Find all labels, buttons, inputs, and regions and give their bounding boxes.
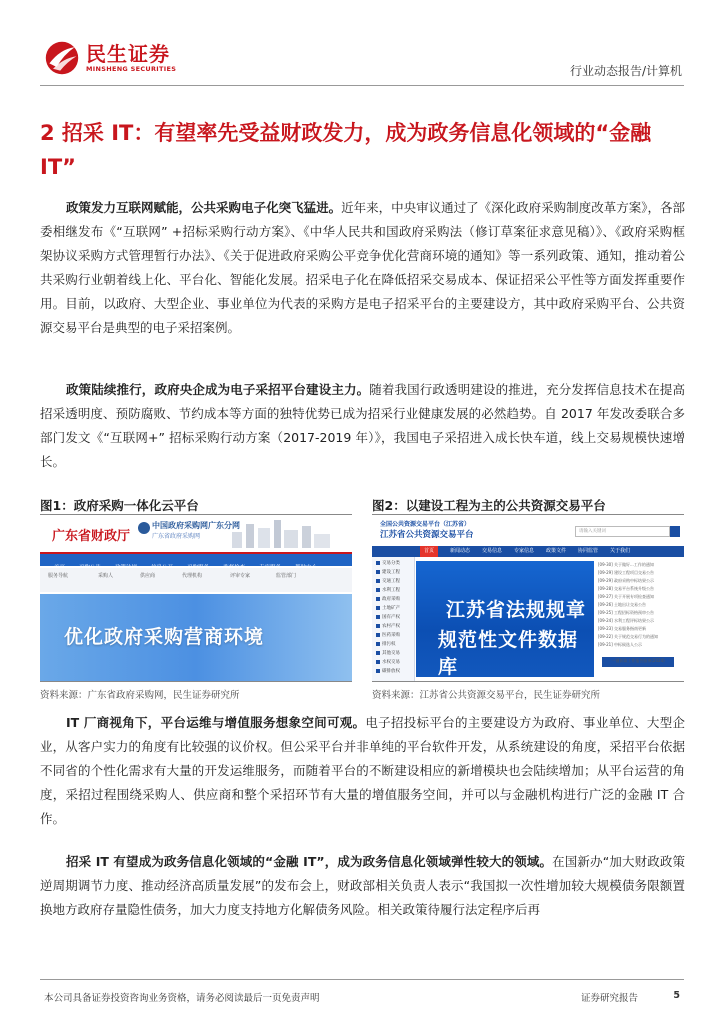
f2-nav-item: 协同监管	[578, 548, 599, 554]
f1-service-item: 监管部门	[276, 573, 297, 579]
page-footer	[40, 979, 684, 1004]
f2-sidebar-item: 交通工程	[376, 578, 400, 584]
f2-notice-item: [09-22] 关于规范交易行为的通知	[598, 634, 659, 639]
f2-banner-line-2: 规范性文件数据库	[438, 629, 579, 678]
f2-sidebar-item: 政府采购	[376, 596, 400, 602]
f1-site-subname: 广东省政府采购网	[152, 533, 201, 540]
figure-2-rule	[372, 514, 684, 515]
f2-notice-item: [09-29] 政府采购中标结果公示	[598, 578, 655, 583]
f2-notice-item: [09-30] 关于做好...工作的通知	[598, 562, 654, 567]
f2-site-title-large: 江苏省公共资源交易平台	[380, 530, 474, 540]
f1-service-item: 服务导航	[48, 573, 69, 579]
paragraph-1-lead: 政策发力互联网赋能，公共采购电子化突飞猛进。	[66, 200, 342, 215]
paragraph-4-body: 在国新办“加大财政政策逆周期调节力度、推动经济高质量发展”的发布会上，财政部相关负责人表示“我国拟一次性增加较大规模债务限额置换地方政府存量隐性债务，加大力度支持地方化解债务风险。相关政策待履行法定程序后再	[40, 854, 685, 917]
f2-notice-item: [09-28] 交易平台系统升级公告	[598, 586, 655, 591]
paragraph-3-lead: IT 厂商视角下，平台运维与增值服务想象空间可观。	[66, 715, 366, 730]
figure-1-title: 图1：政府采购一体化云平台	[40, 498, 199, 513]
figure-2-source: 资料来源：江苏省公共资源交易平台，民生证券研究所	[372, 690, 601, 701]
f2-banner	[416, 561, 594, 677]
paragraph-2-lead: 政策陆续推行，政府央企成为电子采招平台建设主力。	[66, 382, 370, 397]
f2-notice-item: [09-29] 建设工程项目交易公告	[598, 570, 655, 575]
f2-sidebar-item: 碳排放权	[376, 668, 400, 674]
logo-chinese-name: 民生证券	[86, 41, 170, 66]
page-number: 5	[673, 990, 680, 1001]
f2-sidebar-item: 土地矿产	[376, 605, 400, 611]
f2-sidebar-item: 其他交易	[376, 650, 400, 656]
company-logo	[44, 40, 176, 76]
paragraph-3	[40, 711, 685, 831]
f1-service-strip	[40, 568, 352, 592]
f1-service-item: 采购人	[98, 573, 114, 579]
f1-service-item: 代理机构	[182, 573, 203, 579]
report-type-label: 行业动态报告/计算机	[569, 64, 682, 78]
footer-doc-type: 证券研究报告	[580, 993, 638, 1004]
f2-nav-item: 政策文件	[546, 548, 567, 554]
section-title: 2 招采 IT：有望率先受益财政发力，成为政务信息化领域的“金融 IT”	[40, 121, 652, 179]
f2-nav-bar	[372, 546, 684, 557]
f1-service-item: 供应商	[140, 573, 156, 579]
f2-report-button: 一键获取工作报告服务(2024)	[602, 657, 674, 667]
f2-notice-item: [09-27] 关于开展专项检查通知	[598, 594, 655, 599]
f2-notice-list	[598, 561, 682, 677]
f2-sidebar-item: 农村产权	[376, 623, 400, 629]
figure-2-title: 图2：以建设工程为主的公共资源交易平台	[372, 498, 606, 513]
f1-banner	[40, 594, 352, 681]
paragraph-4	[40, 850, 685, 922]
f2-sidebar-item: 交易分类	[376, 560, 400, 566]
f2-notice-item: [09-25] 工程招标资格预审公告	[598, 610, 655, 615]
f2-sidebar-item: 医药采购	[376, 632, 400, 638]
logo-english-name: MINSHENG SECURITIES	[86, 64, 177, 73]
figure-1-source: 资料来源：广东省政府采购网，民生证券研究所	[40, 690, 240, 701]
f1-service-item: 评审专家	[230, 573, 251, 579]
f1-finance-dept-logo: 广东省财政厅	[52, 529, 131, 544]
f2-nav-item: 新闻动态	[450, 548, 471, 554]
f2-site-title-small: 全国公共资源交易平台（江苏省）	[380, 521, 471, 528]
f2-sidebar-item: 水权交易	[376, 659, 400, 665]
paragraph-2	[40, 378, 685, 474]
paragraph-3-body: 电子招投标平台的主要建设方为政府、事业单位、大型企业，从客户实力的角度有比较强的议价权。但公采平台并非单纯的平台软件开发，从系统建设的角度，采招平台依据不同省的个性化需求有大量的开发运维服务，而随着平台的不断建设相应的新增模块也会陆续增加；从平台运营的角度，采招过程围绕采购人、供应商和整个采招环节有大量的增值服务空间，并可以与金融机构进行广泛的金融 IT 合作。	[40, 715, 685, 826]
f2-notice-item: [09-23] 交易服务指南更新	[598, 626, 647, 631]
minsheng-logo-icon	[44, 40, 80, 76]
figure-1-rule	[40, 514, 352, 515]
f1-site-header	[40, 516, 352, 554]
figure-2-screenshot	[372, 516, 684, 682]
f2-sidebar-item: 排污权	[376, 641, 396, 647]
paragraph-1	[40, 196, 685, 340]
f1-banner-text: 优化政府采购营商环境	[64, 626, 265, 648]
paragraph-1-body: 近年来，中央审议通过了《深化政府采购制度改革方案》，各部委相继发布《“互联网” +招标采购行动方案》、《中华人民共和国政府采购法（修订草案征求意见稿）》、《政府采购框架协议采购方式管理暂行办法》、《关于促进政府采购公平竞争优化营商环境的通知》等一系列政策、通知，推动着公共采购行业朝着线上化、平台化、智能化发展。招采电子化在降低招采交易成本、保证招采公平性等方面发挥重要作用。目前，以政府、大型企业、事业单位为代表的采购方是电子招采平台的主要建设方，其中政府采购平台、公共资源交易平台是典型的电子采招案例。	[40, 200, 685, 335]
f1-site-name: 中国政府采购网广东分网	[152, 521, 240, 530]
f1-nav-bar	[40, 554, 352, 566]
footer-disclaimer: 本公司具备证券投资咨询业务资格，请务必阅读最后一页免责声明	[44, 993, 320, 1004]
f1-skyline-icon	[222, 518, 342, 548]
f2-notice-item: [09-24] 水利工程评标结果公示	[598, 618, 655, 623]
f2-search-icon	[670, 526, 680, 537]
f2-nav-item-active: 首页	[420, 546, 438, 557]
page-header	[40, 40, 684, 86]
f2-search-input: 请输入关键词	[575, 526, 670, 537]
f2-sidebar-item: 水利工程	[376, 587, 400, 593]
f2-sidebar-item: 建设工程	[376, 569, 400, 575]
paragraph-2-body: 随着我国行政透明建设的推进，充分发挥信息技术在提高招采透明度、预防腐败、节约成本等方面的独特优势已成为招采行业健康发展的必然趋势。自 2017 年发改委联合多部门发文《“互联网+” 招标采购行动方案（2017-2019 年）》，我国电子采招进入成长快车道，线上交易规模快速增长。	[40, 382, 685, 469]
f2-banner-line-1: 江苏省法规规章	[446, 599, 587, 621]
f2-notice-item: [09-21] 中标候选人公示	[598, 642, 643, 647]
f2-sidebar-item: 国有产权	[376, 614, 400, 620]
paragraph-4-lead: 招采 IT 有望成为政务信息化领域的“金融 IT”，成为政务信息化领域弹性较大的领域。	[66, 854, 553, 869]
f2-site-header	[372, 516, 684, 544]
f2-nav-item: 专家信息	[514, 548, 535, 554]
f2-nav-item: 交易信息	[482, 548, 503, 554]
f2-sidebar	[372, 557, 415, 681]
f2-nav-item: 关于我们	[610, 548, 631, 554]
figure-1-screenshot	[40, 516, 352, 682]
f2-notice-item: [09-26] 土地出让交易公告	[598, 602, 647, 607]
f1-emblem-icon	[138, 522, 150, 534]
